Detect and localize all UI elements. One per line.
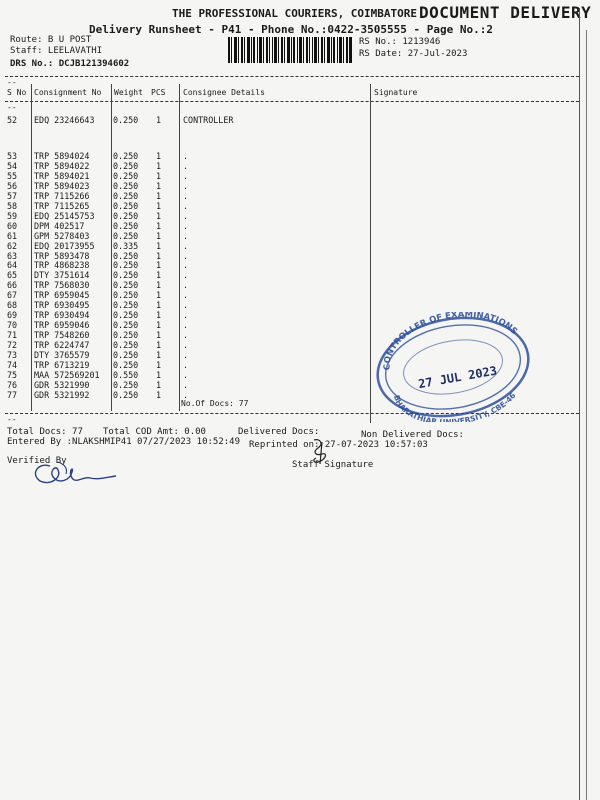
weight: 0.250	[113, 290, 139, 301]
consignment-no: TRP 4868238	[34, 260, 90, 271]
pieces: 1	[156, 290, 162, 301]
consignment-no: TRP 6713219	[34, 359, 90, 370]
serial-no: 52	[7, 115, 18, 125]
column-header-signature: Signature	[374, 88, 418, 97]
serial-no: 59	[7, 210, 18, 221]
document-delivery-banner: DOCUMENT DELIVERY	[419, 3, 592, 22]
pieces: 1	[156, 190, 162, 201]
weight: 0.250	[113, 170, 139, 181]
serial-no: 62	[7, 240, 18, 251]
consignee-details: .	[183, 160, 189, 171]
pieces: 1	[156, 151, 162, 161]
consignment-no: TRP 5894024	[34, 151, 90, 161]
consignee-details: .	[183, 330, 189, 341]
pieces: 1	[156, 210, 162, 221]
weight: 0.250	[113, 280, 139, 291]
consignee-details: .	[183, 220, 189, 231]
serial-no: 58	[7, 200, 18, 211]
column-header-sno: S No	[7, 88, 27, 97]
serial-no: 57	[7, 190, 18, 201]
consignment-no: EDQ 20173955	[34, 240, 95, 251]
stamp-top-text: CONTROLLER OF EXAMINATIONS	[382, 312, 520, 371]
weight: 0.250	[113, 180, 139, 191]
stamp-bottom-text: BHARATHIAR IVERSITY, CBE-46	[391, 390, 518, 422]
serial-no: 75	[7, 369, 18, 380]
pieces: 1	[156, 300, 162, 311]
pieces: 1	[156, 200, 162, 211]
consignee-details: .	[183, 320, 189, 331]
serial-no: 73	[7, 350, 18, 360]
route-label: Route: B U POST	[10, 35, 92, 45]
verifier-signature	[28, 454, 120, 490]
weight: 0.250	[113, 250, 139, 261]
pieces: 1	[156, 350, 162, 360]
pieces: 1	[156, 240, 162, 251]
pieces: 1	[156, 320, 162, 331]
pieces: 1	[156, 359, 162, 370]
consignment-no: TRP 7115266	[34, 190, 90, 201]
consignee-details: .	[183, 359, 189, 370]
weight: 0.250	[113, 151, 139, 161]
consignment-no: TRP 7115265	[34, 200, 90, 211]
consignee-details: .	[183, 151, 189, 161]
serial-no: 63	[7, 250, 18, 261]
consignee-details: .	[183, 200, 189, 211]
consignment-no: TRP 6930494	[34, 310, 90, 321]
serial-no: 68	[7, 300, 18, 311]
header-divider	[5, 101, 579, 102]
consignment-no: TRP 6930495	[34, 300, 90, 311]
weight: 0.250	[113, 230, 139, 241]
pieces: 1	[156, 330, 162, 341]
column-header-weight: Weight	[114, 88, 143, 97]
weight: 0.250	[113, 115, 139, 125]
consignment-no: TRP 5893478	[34, 250, 90, 261]
pieces: 1	[156, 180, 162, 191]
pieces: 1	[156, 379, 162, 390]
consignment-no: MAA 572569201	[34, 369, 100, 380]
consignee-details: .	[183, 260, 189, 271]
serial-no: 72	[7, 340, 18, 351]
serial-no: 71	[7, 330, 18, 341]
staff-signature-mark	[306, 436, 336, 468]
weight: 0.250	[113, 220, 139, 231]
consignee-details: .	[183, 190, 189, 201]
serial-no: 61	[7, 230, 18, 241]
svg-text:BHARATHIAR UNIVERSITY, CBE-46	[392, 391, 518, 422]
pieces: 1	[156, 389, 162, 400]
serial-no: 76	[7, 379, 18, 390]
serial-no: 60	[7, 220, 18, 231]
consignee-details: .	[183, 210, 189, 221]
consignment-no: DPM 402517	[34, 220, 85, 231]
table-row	[0, 115, 600, 126]
pieces: 1	[156, 340, 162, 351]
runsheet-title: Delivery Runsheet - P41 - Phone No.:0422-3505555 - Page No.:2	[89, 23, 493, 36]
staff-signature-label: Staff Signature	[292, 460, 374, 470]
consignment-no: TRP 7568030	[34, 280, 90, 291]
drs-number: DRS No.: DCJB121394602	[10, 59, 130, 69]
weight: 0.250	[113, 300, 139, 311]
pieces: 1	[156, 260, 162, 271]
pieces: 1	[156, 369, 162, 380]
consignee-details: CONTROLLER	[183, 115, 234, 125]
column-header-consignment: Consignment No	[34, 88, 102, 97]
weight: 0.335	[113, 240, 139, 251]
consignment-no: GDR 5321990	[34, 379, 90, 390]
pieces: 1	[156, 170, 162, 181]
staff-label: Staff: LEELAVATHI	[10, 46, 103, 56]
header-divider	[5, 76, 579, 77]
verified-by: Verified By	[7, 456, 67, 466]
pieces: 1	[156, 160, 162, 171]
consignment-no: EDQ 23246643	[34, 115, 95, 125]
consignment-no: DTY 3751614	[34, 270, 90, 281]
no-of-docs: No.Of Docs: 77	[181, 399, 249, 408]
consignee-details: .	[183, 379, 189, 390]
consignee-details: .	[183, 240, 189, 251]
consignee-details: .	[183, 389, 189, 400]
serial-no: 64	[7, 260, 18, 271]
non-delivered-docs: Non Delivered Docs:	[361, 430, 464, 440]
barcode	[228, 37, 352, 63]
rs-number: RS No.: 1213946	[359, 37, 441, 47]
consignee-details: .	[183, 290, 189, 301]
weight: 0.250	[113, 190, 139, 201]
pieces: 1	[156, 115, 162, 125]
serial-no: 55	[7, 170, 18, 181]
weight: 0.250	[113, 270, 139, 281]
serial-no: 56	[7, 180, 18, 191]
serial-no: 74	[7, 359, 18, 370]
consignee-details: .	[183, 300, 189, 311]
weight: 0.250	[113, 160, 139, 171]
weight: 0.250	[113, 389, 139, 400]
weight: 0.550	[113, 369, 139, 380]
consignee-details: .	[183, 350, 189, 360]
column-header-consignee: Consignee Details	[183, 88, 265, 97]
weight: 0.250	[113, 310, 139, 321]
consignee-details: .	[183, 230, 189, 241]
consignee-details: .	[183, 170, 189, 181]
consignee-details: .	[183, 369, 189, 380]
consignee-details: .	[183, 340, 189, 351]
pieces: 1	[156, 270, 162, 281]
weight: 0.250	[113, 350, 139, 360]
pieces: 1	[156, 310, 162, 321]
serial-no: 65	[7, 270, 18, 281]
stamp-date: 27 JUL 2023	[417, 363, 498, 392]
controller-stamp	[372, 312, 534, 422]
consignment-no: TRP 5894022	[34, 160, 90, 171]
pieces: 1	[156, 280, 162, 291]
weight: 0.250	[113, 340, 139, 351]
rs-date: RS Date: 27-Jul-2023	[359, 49, 468, 59]
consignment-no: TRP 5894023	[34, 180, 90, 191]
consignment-no: TRP 7548260	[34, 330, 90, 341]
consignment-no: TRP 6224747	[34, 340, 90, 351]
total-cod-amount: Total COD Amt: 0.00	[103, 427, 206, 437]
pieces: 1	[156, 250, 162, 261]
consignee-details: .	[183, 310, 189, 321]
dash-mark: --	[7, 415, 17, 424]
column-header-pcs: PCS	[151, 88, 166, 97]
consignment-no: TRP 6959045	[34, 290, 90, 301]
consignment-no: GDR 5321992	[34, 389, 90, 400]
company-name: THE PROFESSIONAL COURIERS, COIMBATORE	[172, 7, 418, 20]
consignee-details: .	[183, 180, 189, 191]
consignee-details: .	[183, 270, 189, 281]
dash-mark: --	[7, 78, 17, 87]
page-edge-line	[579, 8, 580, 800]
consignment-no: EDQ 25145753	[34, 210, 95, 221]
entered-by: Entered By :NLAKSHMIP41 07/27/2023 10:52:49	[7, 437, 240, 447]
pieces: 1	[156, 220, 162, 231]
reprinted-on: Reprinted on: 27-07-2023 10:57:03	[249, 440, 428, 450]
weight: 0.250	[113, 359, 139, 370]
weight: 0.250	[113, 260, 139, 271]
serial-no: 69	[7, 310, 18, 321]
pieces: 1	[156, 230, 162, 241]
serial-no: 77	[7, 389, 18, 400]
consignee-details: .	[183, 250, 189, 261]
consignment-no: DTY 3765579	[34, 350, 90, 360]
weight: 0.250	[113, 320, 139, 331]
serial-no: 54	[7, 160, 18, 171]
consignment-no: TRP 5894021	[34, 170, 90, 181]
consignment-no: GPM 5278403	[34, 230, 90, 241]
weight: 0.250	[113, 210, 139, 221]
serial-no: 53	[7, 151, 18, 161]
serial-no: 66	[7, 280, 18, 291]
dash-mark: --	[7, 103, 17, 112]
total-docs: Total Docs: 77	[7, 427, 83, 437]
serial-no: 70	[7, 320, 18, 331]
weight: 0.250	[113, 379, 139, 390]
page-edge-line	[586, 30, 587, 800]
weight: 0.250	[113, 330, 139, 341]
consignment-no: TRP 6959046	[34, 320, 90, 331]
delivered-docs: Delivered Docs:	[238, 427, 320, 437]
serial-no: 67	[7, 290, 18, 301]
consignee-details: .	[183, 280, 189, 291]
weight: 0.250	[113, 200, 139, 211]
